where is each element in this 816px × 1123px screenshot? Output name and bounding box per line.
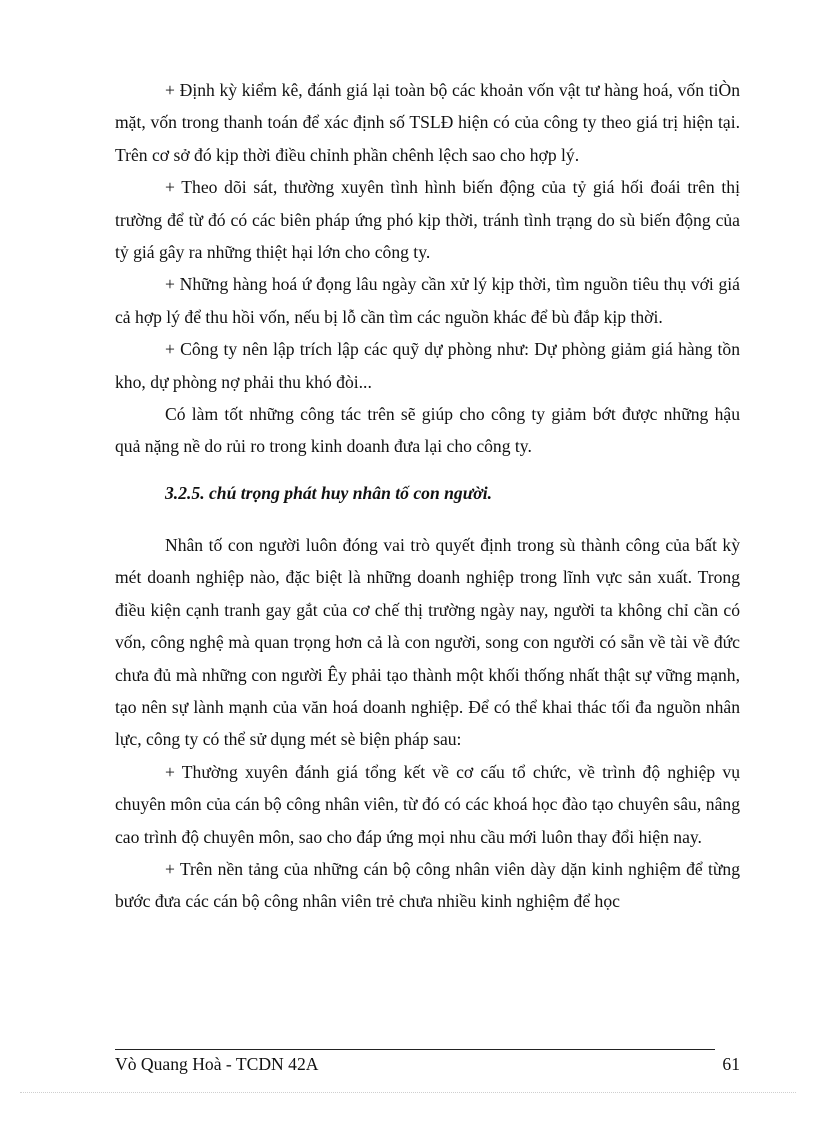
paragraph-reserve-funds: + Công ty nên lập trích lập các quỹ dự phòng như: Dự phòng giảm giá hàng tồn kho, dự phòng nợ phải thu khó đòi... bbox=[115, 339, 740, 392]
page-boundary bbox=[20, 1092, 796, 1093]
paragraph-exchange-rate: + Theo dõi sát, thường xuyên tình hình biến động của tỷ giá hối đoái trên thị trường để từ đó có các biên pháp ứng phó kịp thời, tránh tình trạng do sù biến động của tỷ giá gây ra những thiệt hại lớn cho công ty. bbox=[115, 177, 740, 263]
paragraph-human-factor: Nhân tố con người luôn đóng vai trò quyết định trong sù thành công của bất kỳ mét doanh nghiệp nào, đặc biệt là những doanh nghiệp trong lĩnh vực sản xuất. Trong điều kiện cạnh tranh gay gắt của cơ chế thị trường ngày nay, người ta không chỉ cần có vốn, công nghệ mà quan trọng hơn cả là con người, song con người có sẵn về tài về đức chưa đủ mà những con người Êy phải tạo thành một khối thống nhất thật sự vững mạnh, tạo nên sự lành mạnh của văn hoá doanh nghiệp. Để có thể khai thác tối đa nguồn nhân lực, công ty có thể sử dụng mét sè biện pháp sau: bbox=[115, 534, 740, 750]
paragraph-mentoring: + Trên nền tảng của những cán bộ công nhân viên dày dặn kinh nghiệm để từng bước đưa các cán bộ công nhân viên trẻ chưa nhiều kinh nghiệm để học bbox=[115, 858, 740, 912]
page-number: 61 bbox=[722, 1054, 740, 1074]
paragraph-training: + Thường xuyên đánh giá tổng kết về cơ cấu tổ chức, về trình độ nghiệp vụ chuyên môn của cán bộ công nhân viên, từ đó có các khoá học đào tạo chuyên sâu, nâng cao trình độ chuyên môn, sao cho đáp ứng mọi nhu cầu mới luôn thay đổi hiện nay. bbox=[115, 761, 740, 847]
footer-divider bbox=[115, 1049, 715, 1050]
paragraph-stagnant-goods: + Những hàng hoá ứ đọng lâu ngày cần xử lý kịp thời, tìm nguồn tiêu thụ với giá cả hợp lý để thu hồi vốn, nếu bị lỗ cần tìm các nguồn khác để bù đắp kịp thời. bbox=[115, 274, 740, 327]
paragraph-inventory-revaluation: + Định kỳ kiểm kê, đánh giá lại toàn bộ các khoản vốn vật tư hàng hoá, vốn tiÒn mặt, vốn trong thanh toán để xác định số TSLĐ hiện có của công ty theo giá trị hiện tại. Trên cơ sở đó kịp thời điều chỉnh phần chênh lệch sao cho hợp lý. bbox=[115, 80, 740, 165]
footer-author: Vò Quang Hoà - TCDN 42A bbox=[115, 1054, 319, 1074]
paragraph-summary: Có làm tốt những công tác trên sẽ giúp cho công ty giảm bớt được những hậu quả nặng nề do rủi ro trong kinh doanh đưa lại cho công ty. bbox=[115, 404, 740, 457]
section-heading: 3.2.5. chú trọng phát huy nhân tố con người. bbox=[165, 482, 492, 503]
page-body bbox=[115, 74, 740, 918]
